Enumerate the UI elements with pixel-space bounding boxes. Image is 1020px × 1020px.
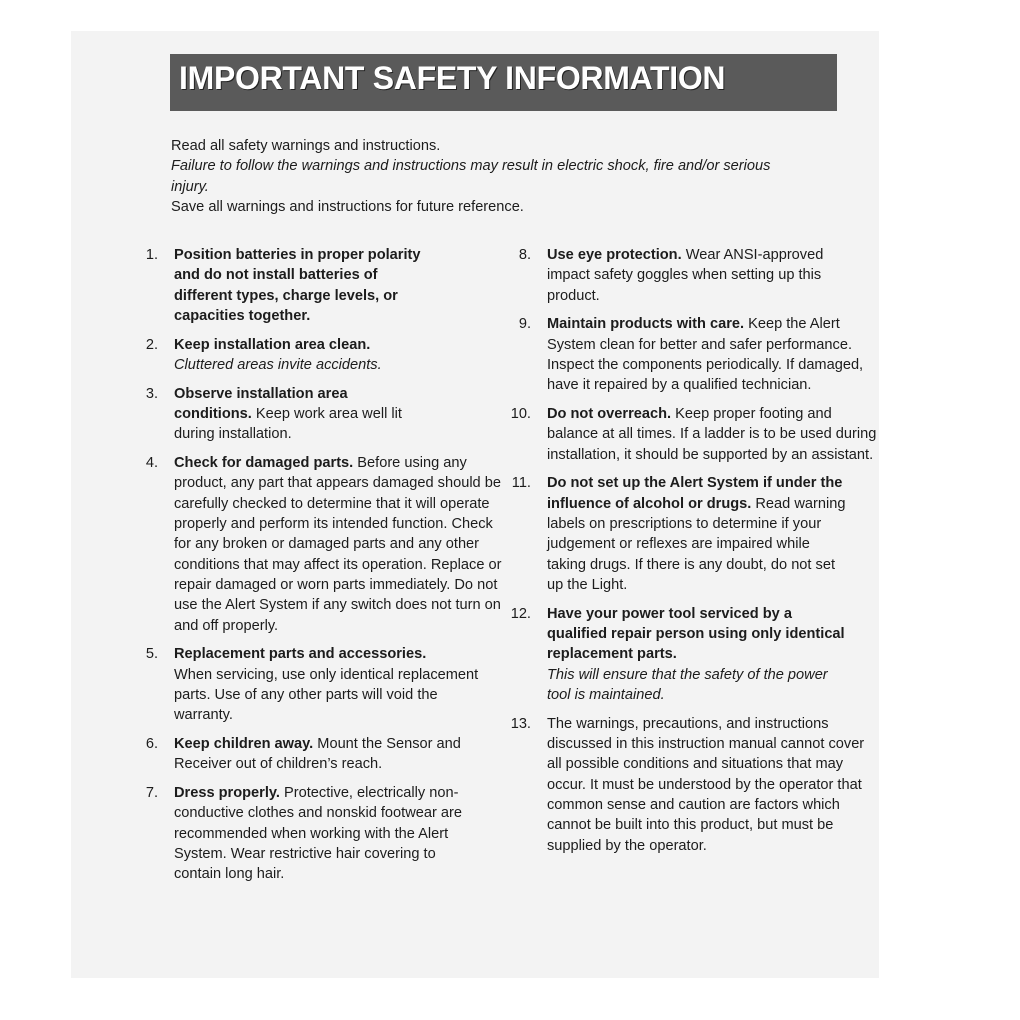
item-number: 1. <box>145 247 158 263</box>
item-body: Before using any product, any part that appears damaged should be carefully checked to determine that it will operate properly and perform its intended function. Check for any broken or damaged parts and any other conditions that may affect its operation. Replace or repair damaged or worn parts immediately. Do not use the Alert System if any switch does not turn on and off properly. <box>174 455 502 634</box>
item-heading: Do not set up the Alert System if under the influence of alcohol or drugs. <box>547 475 843 512</box>
right-column <box>510 245 877 864</box>
list-item <box>136 245 436 326</box>
item-italic: Cluttered areas invite accidents. <box>174 356 382 373</box>
item-heading: Have your power tool serviced by a qualified repair person using only identical replacement parts. <box>547 605 845 663</box>
item-number: 3. <box>145 385 158 402</box>
list-item <box>510 473 847 595</box>
item-body: Keep proper footing and balance at all times. If a ladder is to be used during installation, it should be supported by an assistant. <box>547 406 877 463</box>
item-heading: Dress properly. <box>174 785 280 802</box>
intro-read-warnings: Read all safety warnings and instructions. <box>171 138 441 154</box>
item-number: 13. <box>510 715 531 732</box>
item-number: 6. <box>145 736 158 753</box>
item-number: 7. <box>145 785 158 802</box>
item-number: 5. <box>145 646 158 663</box>
item-body: Protective, electrically non-conductive clothes and nonskid footwear are recommended when working with the Alert System. Wear restrictive hair covering to contain long hair. <box>174 785 462 883</box>
intro-failure-warning: Failure to follow the warnings and instructions may result in electric shock, fire and/or serious injury. <box>171 158 771 195</box>
item-number: 8. <box>518 247 531 263</box>
safety-sheet <box>71 31 879 978</box>
item-italic: This will ensure that the safety of the power tool is maintained. <box>547 666 828 703</box>
item-body: Keep the Alert System clean for better and safer performance. Inspect the components periodically. If damaged, have it repaired by a qualified technician. <box>547 316 864 394</box>
intro-block <box>171 136 811 217</box>
item-heading: Maintain products with care. <box>547 316 745 333</box>
item-heading: Check for damaged parts. <box>174 455 354 472</box>
item-heading: Position batteries in proper polarity and do not install batteries of different types, charge levels, or capacities together. <box>174 247 421 324</box>
item-body: Mount the Sensor and Receiver out of children’s reach. <box>174 736 461 773</box>
list-item <box>510 245 847 306</box>
item-heading: Observe installation area conditions. <box>174 385 348 423</box>
page-title: IMPORTANT SAFETY INFORMATION <box>179 60 726 96</box>
item-body: The warnings, precautions, and instructions discussed in this instruction manual cannot cover all possible conditions and situations that may occur. It must be understood by the operator that common sense and caution are factors which cannot be built into this product, but must be supplied by the operator. <box>547 715 865 854</box>
item-number: 11. <box>511 475 531 492</box>
intro-save-instructions: Save all warnings and instructions for future reference. <box>171 198 524 215</box>
list-item <box>136 734 506 775</box>
item-number: 9. <box>518 316 531 333</box>
item-body: Wear ANSI-approved impact safety goggles when setting up this product. <box>547 247 824 304</box>
item-body: Keep work area well lit during installation. <box>174 406 402 443</box>
left-column <box>136 245 502 893</box>
list-item <box>136 644 500 725</box>
item-heading: Keep children away. <box>174 736 314 753</box>
list-item <box>510 404 877 465</box>
item-number: 12. <box>510 605 531 622</box>
item-body: Read warning labels on prescriptions to determine if your judgement or reflexes are impaired while taking drugs. If there is any doubt, do not set up the Light. <box>547 495 846 593</box>
item-number: 4. <box>145 455 158 472</box>
item-number: 2. <box>145 336 158 353</box>
list-item <box>510 314 879 395</box>
list-item <box>136 783 464 884</box>
list-item <box>510 604 849 705</box>
list-item <box>510 714 877 856</box>
item-number: 10. <box>510 406 531 423</box>
item-heading: Use eye protection. <box>547 247 682 263</box>
item-heading: Replacement parts and accessories. <box>174 646 427 663</box>
item-body: When servicing, use only identical replacement parts. Use of any other parts will void the warranty. <box>174 666 479 724</box>
item-heading: Keep installation area clean. <box>174 336 371 353</box>
list-item <box>136 384 419 445</box>
item-heading: Do not overreach. <box>547 406 672 423</box>
title-banner <box>170 54 837 111</box>
list-item <box>136 453 506 636</box>
list-item <box>136 335 476 376</box>
